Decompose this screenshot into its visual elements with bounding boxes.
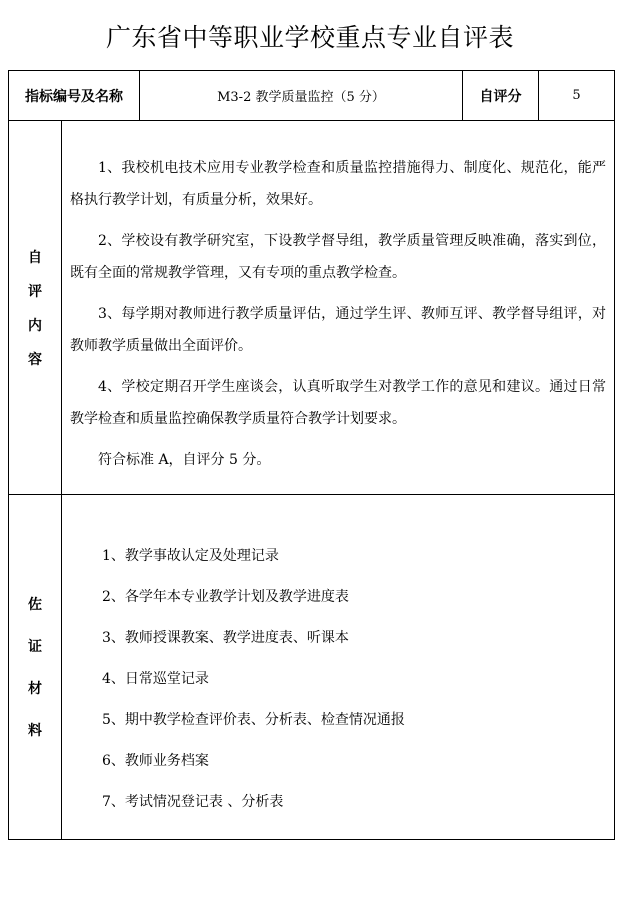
self-eval-row [9,121,615,495]
indicator-label: 指标编号及名称 [9,71,140,121]
evidence-label-char: 材 [28,681,42,697]
evidence-item: 2、各学年本专业教学计划及教学进度表 [102,588,349,605]
header-row [9,71,615,121]
evidence-label-char: 证 [28,639,42,655]
self-eval-label [9,121,62,495]
self-eval-paragraph: 3、每学期对教师进行教学质量评估，通过学生评、教师互评、教学督导组评，对教师教学质量做出全面评价。 [70,305,606,354]
page-title: 广东省中等职业学校重点专业自评表 [105,23,514,52]
evidence-item: 3、教师授课教案、教学进度表、听课本 [102,629,349,646]
self-eval-label-char: 自 [28,249,42,266]
evidence-list [62,512,614,823]
self-eval-label-char: 评 [28,283,42,300]
score-value: 5 [539,71,615,121]
self-evaluation-table [8,70,615,840]
evidence-content [62,495,615,840]
self-eval-conclusion: 符合标准 A，自评分 5 分。 [98,451,271,468]
evidence-item: 4、日常巡堂记录 [102,670,209,687]
evidence-item: 5、期中教学检查评价表、分析表、检查情况通报 [102,711,405,728]
evidence-item: 1、教学事故认定及处理记录 [102,547,279,564]
self-eval-paragraph: 1、我校机电技术应用专业教学检查和质量监控措施得力、制度化、规范化，能严格执行教学计划，有质量分析，效果好。 [70,159,606,208]
self-eval-content [62,121,615,495]
evidence-row [9,495,615,840]
self-eval-label-char: 容 [28,351,42,368]
self-eval-paragraph: 4、学校定期召开学生座谈会，认真听取学生对教学工作的意见和建议。通过日常教学检查和质量监控确保教学质量符合教学计划要求。 [70,378,606,427]
evidence-label-char: 佐 [28,597,42,613]
indicator-value: M3-2 教学质量监控（5 分） [140,71,463,121]
evidence-label-char: 料 [28,723,42,739]
evidence-item: 6、教师业务档案 [102,752,209,769]
self-eval-label-char: 内 [28,317,42,334]
evidence-item: 7、考试情况登记表 、分析表 [102,793,284,810]
score-label: 自评分 [463,71,539,121]
evidence-label [9,495,62,840]
self-eval-paragraph: 2、学校设有教学研究室，下设教学督导组，教学质量管理反映准确，落实到位，既有全面的常规教学管理，又有专项的重点教学检查。 [70,232,606,281]
